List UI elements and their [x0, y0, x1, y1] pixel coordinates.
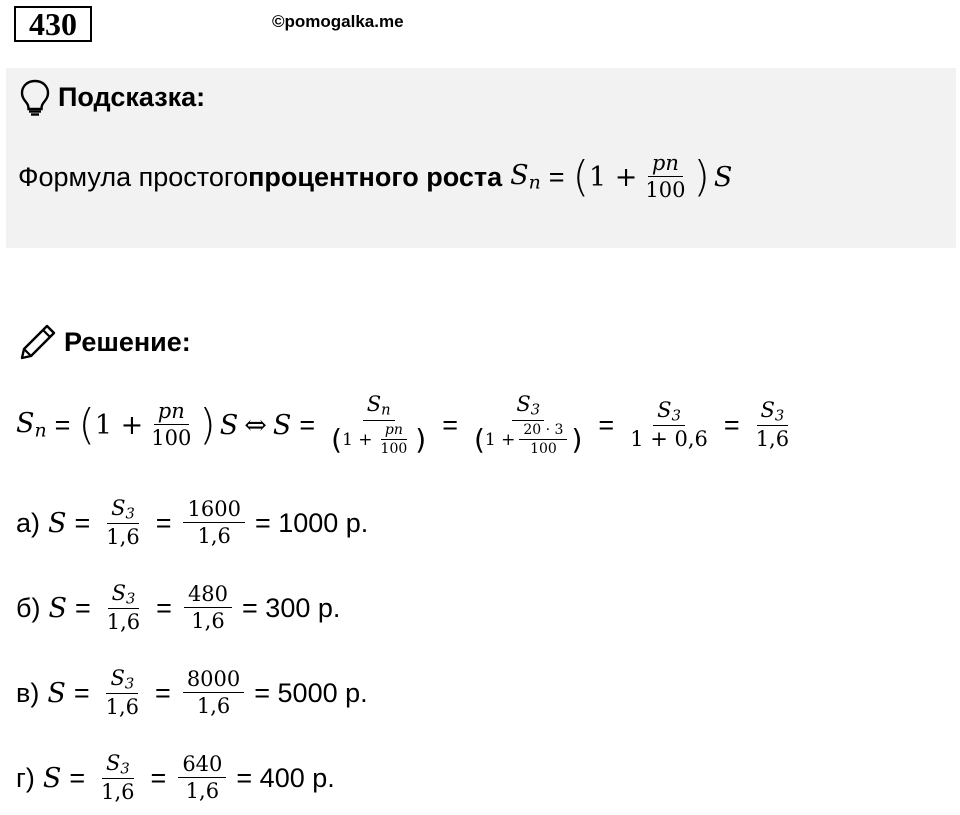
item-eq2: = — [155, 677, 171, 708]
main-fraction-1: $S_n$ ( 1 + $\frac{pn}{100}$ ) — [331, 391, 427, 457]
item-s: S — [48, 507, 67, 539]
item-fraction-2: $\frac{1600}{1,6}$ — [183, 498, 244, 548]
item-s: S — [42, 762, 62, 794]
hint-title-text: Подсказка: — [58, 81, 206, 112]
hint-text-plain: Формула простого — [18, 161, 249, 192]
item-s: S — [48, 592, 67, 624]
item-eq1: = — [74, 507, 91, 538]
formula-rparen: ) — [693, 152, 710, 201]
item-fraction-2: $\frac{480}{1,6}$ — [184, 583, 232, 633]
item-fraction-1: $\frac{S_3}{1,6}$ — [101, 750, 135, 805]
hint-text — [18, 146, 732, 208]
main-fraction-4: $\frac{S_3}{1,6}$ — [755, 397, 790, 452]
item-fraction-1: $\frac{S_3}{1,6}$ — [106, 580, 141, 635]
main-rparen: ) — [199, 400, 216, 449]
item-fraction-2: $\frac{8000}{1,6}$ — [183, 668, 244, 718]
hint-text-bold: процентного роста — [248, 161, 503, 192]
item-fraction-2: $\frac{640}{1,6}$ — [178, 753, 226, 803]
hint-heading — [18, 76, 205, 118]
main-one-plus: 1 + — [94, 409, 144, 441]
formula-lparen: ( — [572, 152, 589, 201]
main-eq3: = — [442, 409, 458, 440]
main-equation — [16, 380, 797, 470]
item-result: = 1000 р. — [254, 507, 369, 538]
task-number: 430 — [14, 6, 92, 42]
item-label: г) — [16, 762, 35, 793]
main-fraction: $\frac{pn}{100}$ — [151, 398, 192, 450]
solution-title-text: Решение: — [64, 326, 191, 357]
formula-one-plus: 1 + — [588, 161, 638, 193]
item-result: = 400 р. — [236, 762, 335, 793]
item-label: б) — [16, 592, 41, 623]
item-label: а) — [16, 507, 41, 538]
solution-heading — [18, 320, 191, 364]
item-eq2: = — [156, 592, 172, 623]
formula-lhs: $S_n$ — [510, 160, 541, 194]
item-label: в) — [16, 677, 40, 708]
formula-eq: = — [548, 161, 565, 192]
item-result: = 5000 р. — [254, 677, 368, 708]
item-s: S — [47, 677, 66, 709]
solution-item-b — [16, 577, 340, 639]
main-fraction-3: $\frac{S_3}{1 + 0,6}$ — [630, 397, 708, 452]
item-eq2: = — [150, 762, 167, 793]
item-eq2: = — [155, 507, 172, 538]
item-eq1: = — [69, 762, 86, 793]
item-result: = 300 р. — [242, 592, 341, 623]
lightbulb-icon — [18, 78, 52, 116]
item-fraction-1: $\frac{S_3}{1,6}$ — [105, 665, 140, 720]
item-eq1: = — [73, 677, 90, 708]
main-s2: S — [272, 409, 292, 441]
item-eq1: = — [74, 592, 91, 623]
main-eq2: = — [299, 409, 316, 440]
pencil-icon — [18, 322, 58, 362]
main-eq4: = — [598, 409, 615, 440]
main-fraction-2: $S_3$ ( 1 + $\frac{20 \cdot 3}{100}$ ) — [473, 391, 583, 457]
copyright: ©pomogalka.me — [272, 12, 404, 31]
formula-tail: S — [713, 161, 733, 193]
solution-item-g — [16, 747, 335, 809]
item-fraction-1: $\frac{S_3}{1,6}$ — [106, 495, 140, 550]
main-lparen: ( — [78, 400, 95, 449]
main-s: S — [219, 409, 239, 441]
formula-fraction: $\frac{pn}{100}$ — [645, 150, 686, 202]
solution-item-v — [16, 662, 368, 724]
main-iff: ⇔ — [244, 409, 267, 441]
main-eq1: = — [54, 409, 71, 440]
main-lhs: $S_n$ — [16, 408, 47, 442]
solution-item-a — [16, 492, 368, 554]
main-eq5: = — [723, 409, 740, 440]
